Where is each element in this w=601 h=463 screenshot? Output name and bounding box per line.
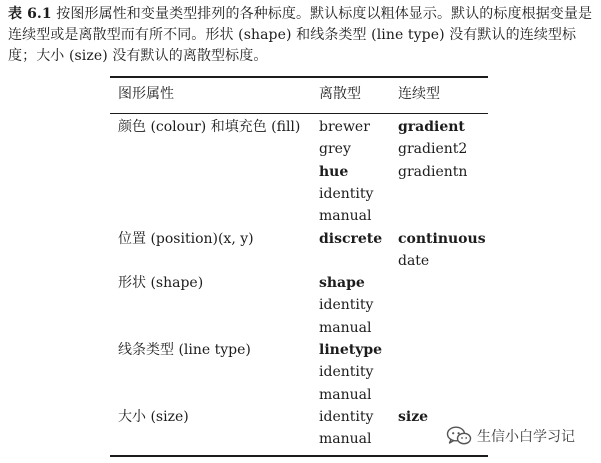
discrete-scale-cell: manual	[319, 431, 372, 448]
header-continuous: 连续型	[398, 86, 440, 102]
table-bottom-rule	[110, 455, 488, 457]
continuous-scale-cell: size	[398, 408, 429, 425]
wechat-icon	[446, 426, 472, 446]
discrete-scale-cell: identity	[319, 297, 374, 314]
header-discrete: 离散型	[319, 86, 361, 102]
continuous-scale-cell: date	[398, 252, 430, 269]
discrete-scale-cell: identity	[319, 185, 374, 202]
discrete-scale-cell: discrete	[319, 230, 383, 247]
table-top-rule	[110, 76, 488, 78]
discrete-scale-cell: grey	[319, 141, 351, 158]
caption-text: 按图形属性和变量类型排列的各种标度。默认标度以粗体显示。默认的标度根据变量是连续型或是离散型而有所不同。形状 (shape) 和线条类型 (line type) 没有默认的连续型标度；大小 (size) 没有默认的离散型标度。	[8, 6, 593, 64]
continuous-scale-cell: continuous	[398, 230, 486, 247]
table-header-rule	[110, 113, 488, 114]
caption-label: 表 6.1	[8, 6, 52, 22]
discrete-scale-cell: manual	[319, 386, 372, 403]
discrete-scale-cell: linetype	[319, 342, 383, 358]
table-caption	[8, 4, 594, 67]
continuous-scale-cell: gradientn	[398, 163, 468, 180]
continuous-scale-cell: gradient2	[398, 141, 468, 158]
discrete-scale-cell: manual	[319, 208, 372, 225]
aesthetic-cell: 形状 (shape)	[118, 275, 204, 292]
continuous-scale-cell: gradient	[398, 119, 465, 135]
discrete-scale-cell: brewer	[319, 119, 370, 135]
aesthetic-cell: 线条类型 (line type)	[118, 342, 251, 358]
discrete-scale-cell: hue	[319, 163, 349, 180]
discrete-scale-cell: identity	[319, 364, 374, 381]
watermark-text: 生信小白学习记	[477, 429, 575, 445]
aesthetic-cell: 大小 (size)	[118, 408, 189, 425]
discrete-scale-cell: shape	[319, 275, 365, 292]
aesthetic-cell: 颜色 (colour) 和填充色 (fill)	[118, 119, 301, 135]
header-aesthetic: 图形属性	[118, 86, 174, 102]
discrete-scale-cell: identity	[319, 408, 374, 425]
aesthetic-cell: 位置 (position)(x, y)	[118, 230, 254, 247]
watermark	[446, 425, 575, 447]
discrete-scale-cell: manual	[319, 319, 372, 336]
